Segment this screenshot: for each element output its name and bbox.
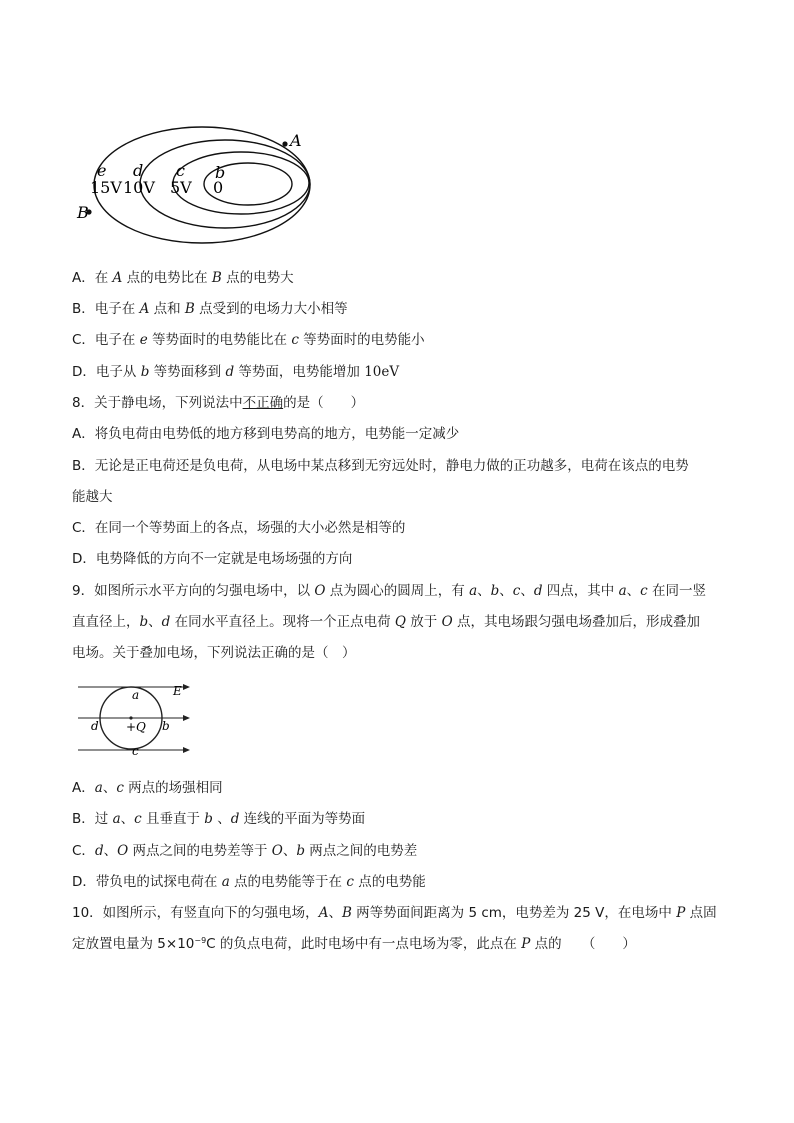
fig2-label-e: E xyxy=(173,684,182,698)
q8-option-d: D．电势降低的方向不一定就是电场场强的方向 xyxy=(72,551,353,567)
q7-option-d: D．电子从 b 等势面移到 d 等势面，电势能增加 10eV xyxy=(72,364,400,380)
voltage-d: 10V xyxy=(123,178,155,197)
q9-stem-line2: 直直径上，b、d 在同水平直径上。现将一个正点电荷 Q 放于 O 点，其电场跟匀强电场叠加后，形成叠加 xyxy=(72,614,700,630)
q9-stem-line1: 9．如图所示水平方向的匀强电场中，以 O 点为圆心的圆周上，有 a、b、c、d 四点，其中 a、c 在同一竖 xyxy=(72,583,707,599)
q9-option-a: A．a、c 两点的场强相同 xyxy=(72,780,223,796)
q8-option-c: C．在同一个等势面上的各点，场强的大小必然是相等的 xyxy=(72,520,406,536)
q7-option-c: C．电子在 e 等势面时的电势能比在 c 等势面时的电势能小 xyxy=(72,332,425,348)
q8-option-b-cont: 能越大 xyxy=(72,489,113,505)
q8-stem: 8．关于静电场，下列说法中不正确的是（ ） xyxy=(72,395,365,411)
uniform-field-figure xyxy=(76,678,192,758)
q8-option-b: B．无论是正电荷还是负电荷，从电场中某点移到无穷远处时，静电力做的正功越多，电荷在该点的电势 xyxy=(72,458,689,474)
fig2-label-q: +Q xyxy=(126,720,146,734)
label-b: b xyxy=(215,163,226,182)
q8-option-a: A．将负电荷由电势低的地方移到电势高的地方，电势能一定减少 xyxy=(72,426,460,442)
label-e: e xyxy=(97,161,107,180)
fig2-label-d: d xyxy=(91,719,99,733)
fig2-label-b: b xyxy=(162,719,170,733)
voltage-e: 15V xyxy=(90,178,122,197)
q7-option-b: B．电子在 A 点和 B 点受到的电场力大小相等 xyxy=(72,301,348,317)
q10-stem-line2: 定放置电量为 $5\times 10^{-9}C$ 的负点电荷，此时电场中有一点电场为零，此点在 P 点的 （ ） xyxy=(72,936,636,952)
q7-option-a: A．在 A 点的电势比在 B 点的电势大 xyxy=(72,270,294,286)
label-d: d xyxy=(133,161,144,180)
fig2-label-a: a xyxy=(132,688,140,702)
q9-option-c: C．d、O 两点之间的电势差等于 O、b 两点之间的电势差 xyxy=(72,843,418,859)
fig2-label-c: c xyxy=(132,744,139,758)
equipotential-figure xyxy=(77,118,310,248)
q9-option-d: D．带负电的试探电荷在 a 点的电势能等于在 c 点的电势能 xyxy=(72,874,426,890)
q9-stem-line3: 电场。关于叠加电场，下列说法正确的是（ ） xyxy=(72,645,356,661)
label-c: c xyxy=(176,161,185,180)
q10-stem-line1: 10．如图所示，有竖直向下的匀强电场，A、B 两等势面间距离为 5 cm，电势差为 25 V，在电场中 P 点固 xyxy=(72,905,717,921)
voltage-b: 0 xyxy=(213,178,224,197)
point-a-dot xyxy=(282,141,287,146)
point-b-label: B xyxy=(77,203,89,222)
point-a-label: A xyxy=(290,131,302,150)
voltage-c: 5V xyxy=(170,178,192,197)
q9-option-b: B．过 a、c 且垂直于 b 、d 连线的平面为等势面 xyxy=(72,811,366,827)
exponent: −9 xyxy=(194,936,207,945)
